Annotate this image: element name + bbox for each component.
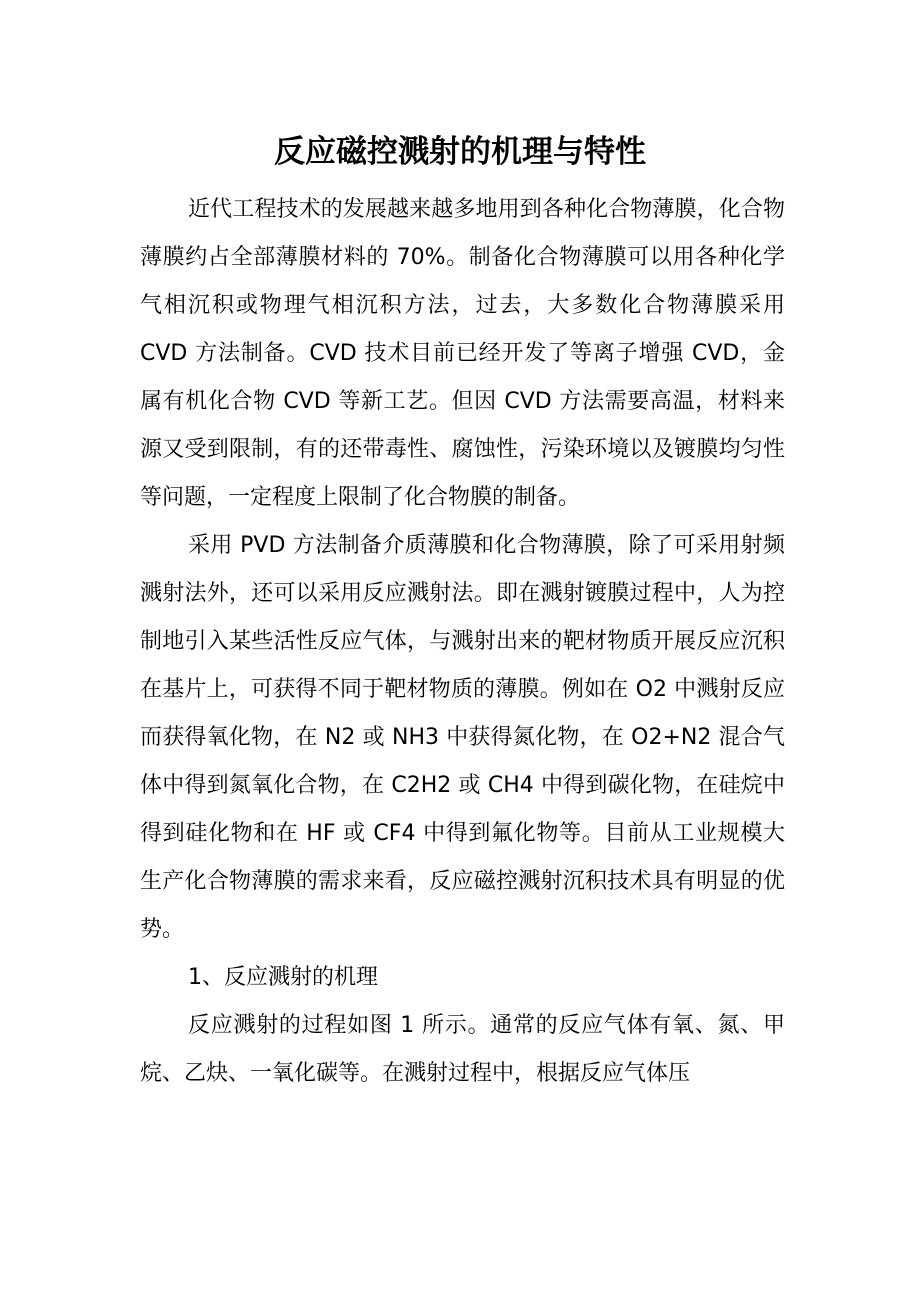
section-heading-mechanism: 1、反应溅射的机理 xyxy=(188,965,378,990)
paragraph-intro: 近代工程技术的发展越来越多地用到各种化合物薄膜，化合物薄膜约占全部薄膜材料的 70%。制备化合物薄膜可以用各种化学气相沉积或物理气相沉积方法，过去，大多数化合物薄膜采用 CVD 方法制备。CVD 技术目前已经开发了等离子增强 CVD，金属有机化合物 CVD 等新工艺。但因 CVD 方法需要高温，材料来源又受到限制，有的还带毒性、腐蚀性，污染环境以及镀膜均匀性等问题，一定程度上限制了化合物膜的制备。 xyxy=(140,197,785,510)
document-body xyxy=(140,186,785,1098)
paragraph-mechanism: 反应溅射的过程如图 1 所示。通常的反应气体有氧、氮、甲烷、乙炔、一氧化碳等。在溅射过程中，根据反应气体压 xyxy=(140,1013,785,1086)
document-title: 反应磁控溅射的机理与特性 xyxy=(274,134,646,170)
paragraph-pvd: 采用 PVD 方法制备介质薄膜和化合物薄膜，除了可采用射频溅射法外，还可以采用反应溅射法。即在溅射镀膜过程中，人为控制地引入某些活性反应气体，与溅射出来的靶材物质开展反应沉积在基片上，可获得不同于靶材物质的薄膜。例如在 O2 中溅射反应而获得氧化物，在 N2 或 NH3 中获得氮化物，在 O2+N2 混合气体中得到氮氧化合物，在 C2H2 或 CH4 中得到碳化物，在硅烷中得到硅化物和在 HF 或 CF4 中得到氟化物等。目前从工业规模大生产化合物薄膜的需求来看，反应磁控溅射沉积技术具有明显的优势。 xyxy=(140,533,785,942)
